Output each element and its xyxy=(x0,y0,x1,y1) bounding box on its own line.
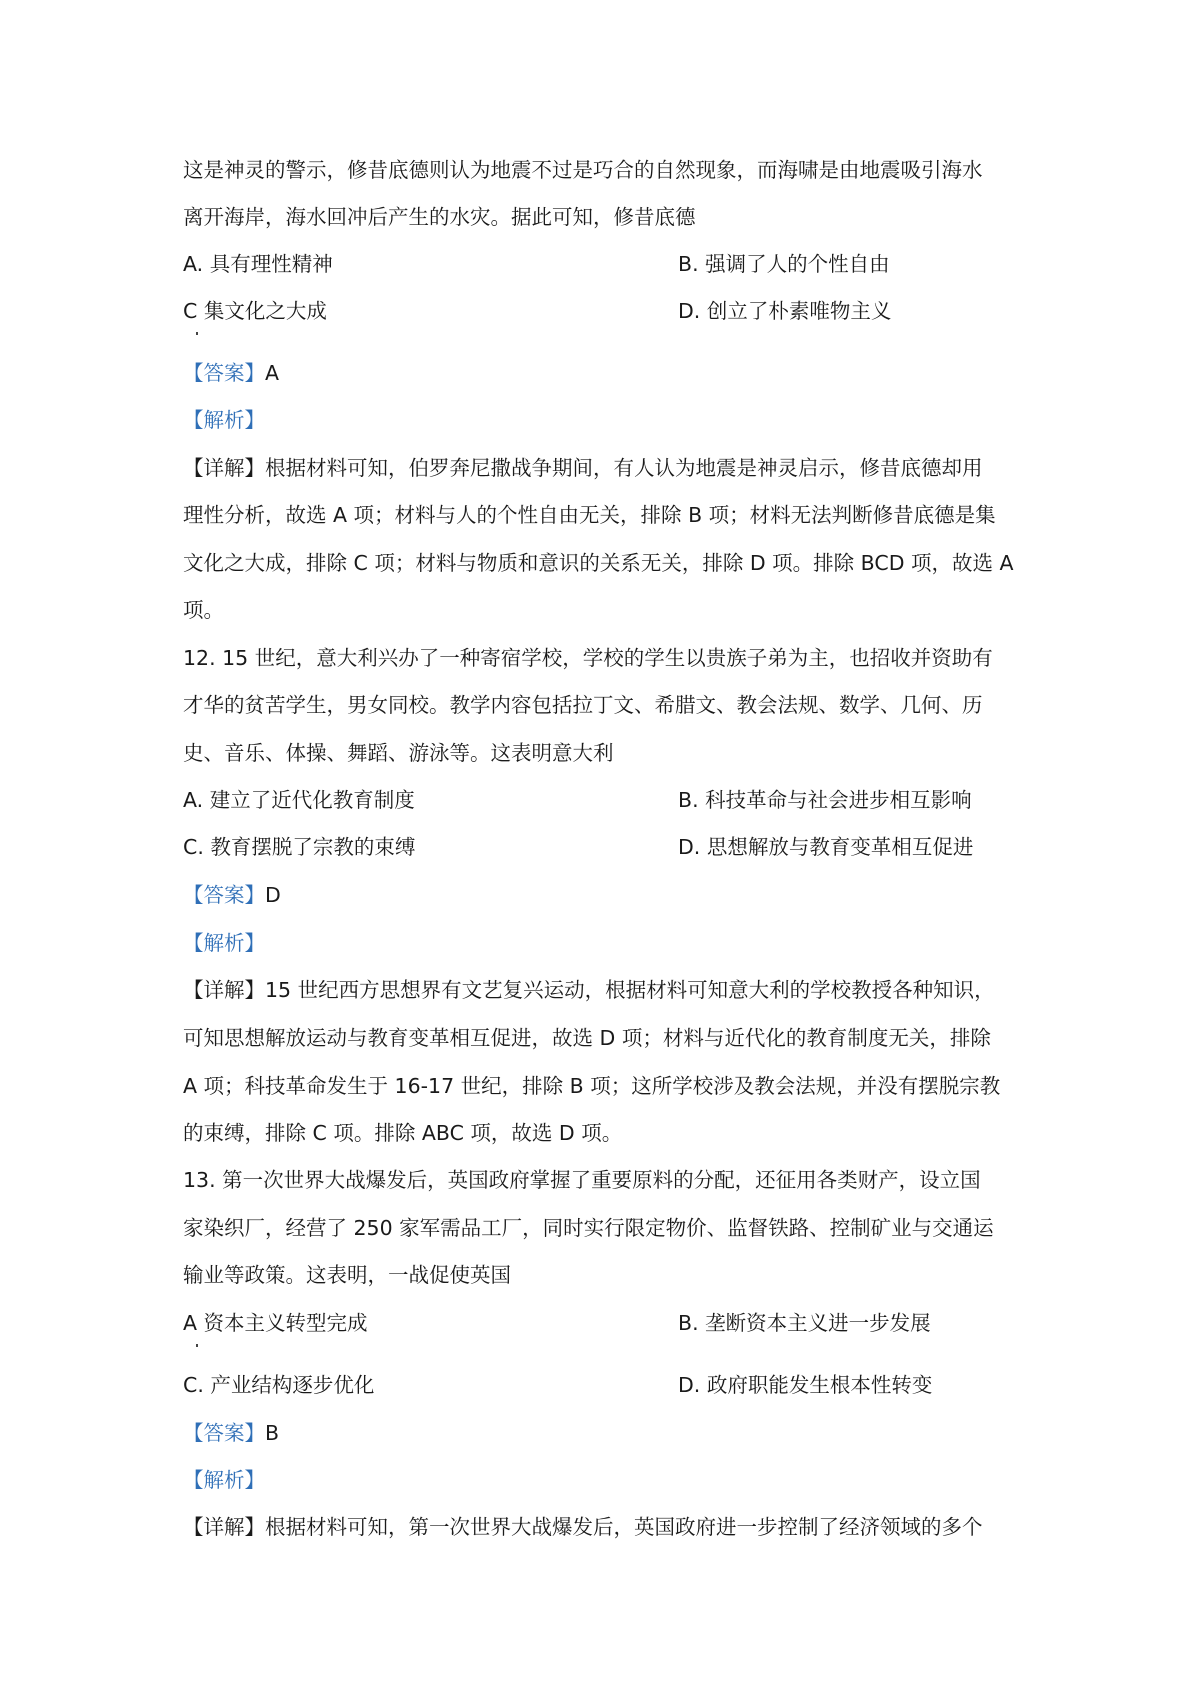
stray-mark xyxy=(196,332,198,335)
q11-analysis-tag: 【解析】 xyxy=(183,408,265,432)
q11-option-a: A. 具有理性精神 xyxy=(183,252,333,276)
detail-tag: 【详解】 xyxy=(183,1515,265,1539)
stray-mark xyxy=(196,1344,198,1347)
q12-analysis-tag: 【解析】 xyxy=(183,931,265,955)
q13-option-a: A 资本主义转型完成 xyxy=(183,1311,368,1335)
answer-value: D xyxy=(265,883,281,907)
q13-answer xyxy=(183,1418,279,1448)
q12-option-a: A. 建立了近代化教育制度 xyxy=(183,788,415,812)
q11-stem-line-2: 离开海岸，海水回冲后产生的水灾。据此可知，修昔底德 xyxy=(183,205,696,229)
q11-answer xyxy=(183,358,279,388)
answer-value: A xyxy=(265,361,280,385)
detail-text: 根据材料可知，第一次世界大战爆发后，英国政府进一步控制了经济领域的多个 xyxy=(265,1515,983,1539)
answer-value: B xyxy=(265,1421,280,1445)
answer-tag: 【答案】 xyxy=(183,361,265,385)
q12-answer xyxy=(183,880,281,910)
q12-option-b: B. 科技革命与社会进步相互影响 xyxy=(678,788,972,812)
q13-option-d: D. 政府职能发生根本性转变 xyxy=(678,1373,933,1397)
q13-stem-line-3: 输业等政策。这表明，一战促使英国 xyxy=(183,1263,511,1287)
detail-text: 根据材料可知，伯罗奔尼撒战争期间，有人认为地震是神灵启示，修昔底德却用 xyxy=(265,456,983,480)
q12-option-c: C. 教育摆脱了宗教的束缚 xyxy=(183,835,416,859)
q12-option-d: D. 思想解放与教育变革相互促进 xyxy=(678,835,974,859)
q12-detail-line-4: 的束缚，排除 C 项。排除 ABC 项，故选 D 项。 xyxy=(183,1121,623,1145)
answer-tag: 【答案】 xyxy=(183,1421,265,1445)
q12-stem-line-2: 才华的贫苦学生，男女同校。教学内容包括拉丁文、希腊文、教会法规、数学、几何、历 xyxy=(183,693,983,717)
q11-detail-line-1 xyxy=(183,453,983,483)
q13-stem-line-1: 13. 第一次世界大战爆发后，英国政府掌握了重要原料的分配，还征用各类财产，设立国 xyxy=(183,1168,981,1192)
q11-detail-line-2: 理性分析，故选 A 项；材料与人的个性自由无关，排除 B 项；材料无法判断修昔底德是集 xyxy=(183,503,996,527)
q13-stem-line-2: 家染织厂，经营了 250 家军需品工厂，同时实行限定物价、监督铁路、控制矿业与交通运 xyxy=(183,1216,994,1240)
answer-tag: 【答案】 xyxy=(183,883,265,907)
q13-option-c: C. 产业结构逐步优化 xyxy=(183,1373,375,1397)
q11-detail-line-4: 项。 xyxy=(183,598,224,622)
q12-stem-line-3: 史、音乐、体操、舞蹈、游泳等。这表明意大利 xyxy=(183,741,614,765)
q11-detail-line-3: 文化之大成，排除 C 项；材料与物质和意识的关系无关，排除 D 项。排除 BCD 项，故选 A xyxy=(183,551,1014,575)
q11-stem-line-1: 这是神灵的警示，修昔底德则认为地震不过是巧合的自然现象，而海啸是由地震吸引海水 xyxy=(183,158,983,182)
detail-tag: 【详解】 xyxy=(183,978,265,1002)
q11-option-d: D. 创立了朴素唯物主义 xyxy=(678,299,892,323)
detail-text: 15 世纪西方思想界有文艺复兴运动，根据材料可知意大利的学校教授各种知识， xyxy=(265,978,995,1002)
q12-detail-line-3: A 项；科技革命发生于 16-17 世纪，排除 B 项；这所学校涉及教会法规，并没有摆脱宗教 xyxy=(183,1074,1001,1098)
q11-option-c: C 集文化之大成 xyxy=(183,299,327,323)
q12-detail-line-1 xyxy=(183,975,995,1005)
q11-option-b: B. 强调了人的个性自由 xyxy=(678,252,890,276)
q13-option-b: B. 垄断资本主义进一步发展 xyxy=(678,1311,931,1335)
detail-tag: 【详解】 xyxy=(183,456,265,480)
q13-analysis-tag: 【解析】 xyxy=(183,1468,265,1492)
q13-detail-line-1 xyxy=(183,1512,983,1542)
q12-stem-line-1: 12. 15 世纪，意大利兴办了一种寄宿学校，学校的学生以贵族子弟为主，也招收并资助有 xyxy=(183,646,993,670)
q12-detail-line-2: 可知思想解放运动与教育变革相互促进，故选 D 项；材料与近代化的教育制度无关，排除 xyxy=(183,1026,991,1050)
